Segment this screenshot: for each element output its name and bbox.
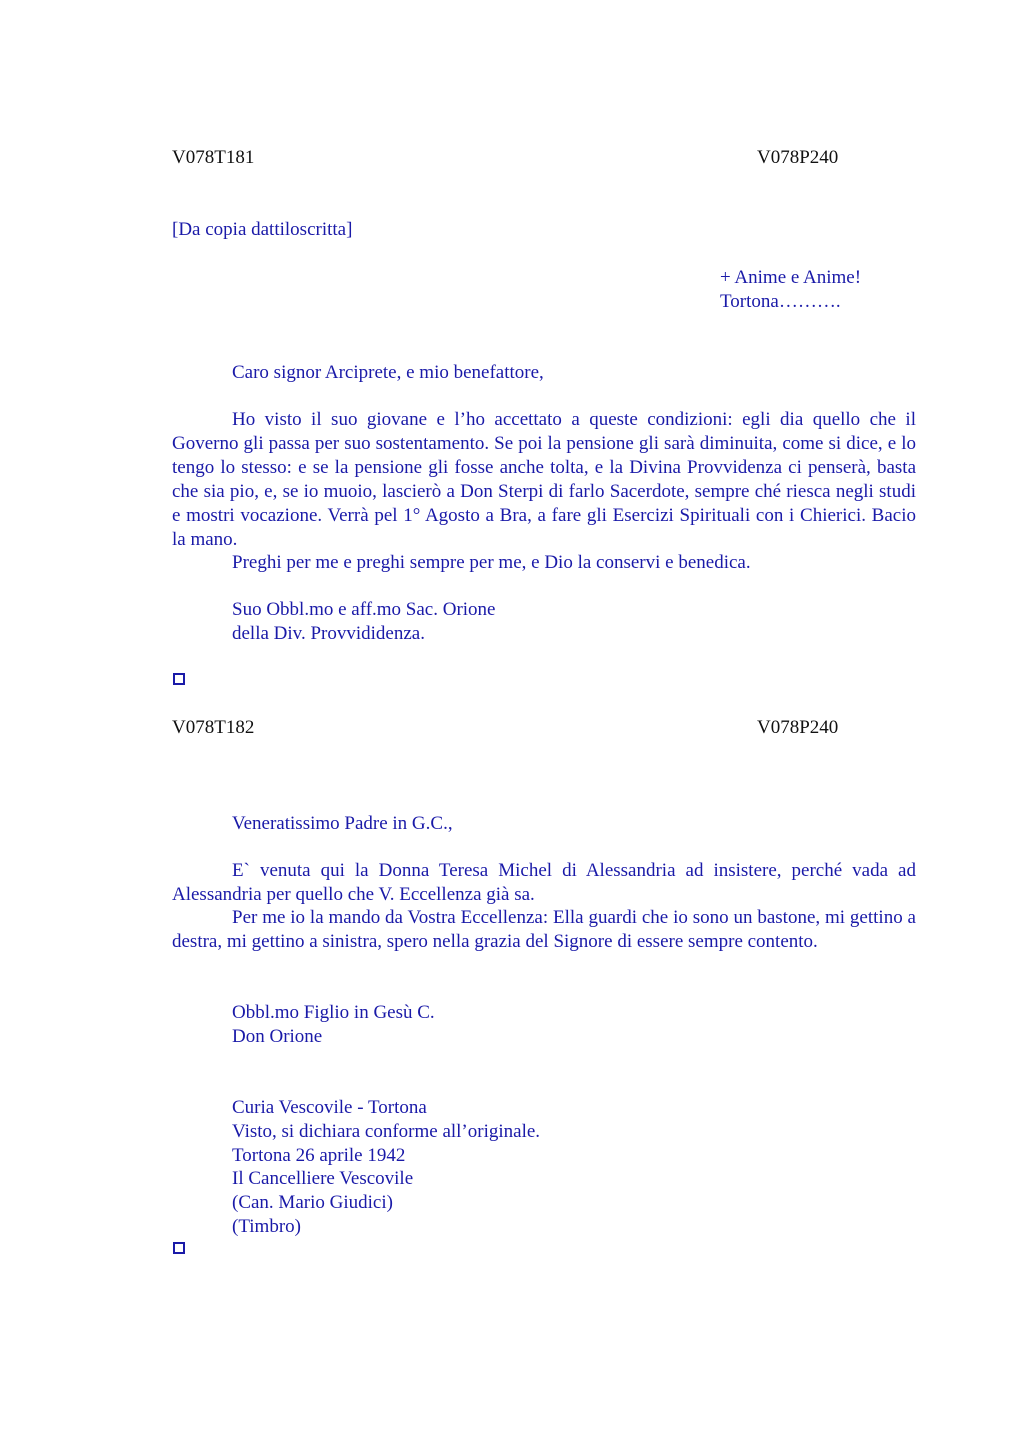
- letter2-code-right: V078P240: [757, 717, 839, 738]
- letter2-closing-line1: Obbl.mo Figlio in Gesù C.: [232, 1002, 435, 1023]
- letter2-body-paragraph1: E` venuta qui la Donna Teresa Michel di Alessandria ad insistere, perché vada ad Alessandria per quello che V. Eccellenza già sa.: [172, 860, 916, 905]
- letter1-code-right: V078P240: [757, 147, 839, 168]
- attestation-line: Visto, si dichiara conforme all’originale.: [232, 1121, 541, 1142]
- letter1-salutation: Caro signor Arciprete, e mio benefattore,: [232, 362, 544, 383]
- letter1-code-left: V078T181: [172, 147, 255, 168]
- letter1-body-paragraph1: Ho visto il suo giovane e l’ho accettato a queste condizioni: egli dia quello che il Governo gli passa per suo sostentamento. Se poi la pensione gli sarà diminuita, come si dice, e lo tengo lo stesso: e se la pensione gli fosse anche tolta, e la Divina Provvidenza ci penserà, basta che sia pio, e, se io muoio, lascierò a Don Sterpi di farlo Sacerdote, sempre ché riesca negli studi e mostri vocazione. Verrà pel 1° Agosto a Bra, a fare gli Esercizi Spirituali con i Chierici. Bacio la mano.: [172, 409, 916, 550]
- section-end-square-icon: [173, 673, 185, 685]
- letter1-body-paragraph2: Preghi per me e preghi sempre per me, e Dio la conservi e benedica.: [232, 552, 751, 573]
- letter1-closing-line1: Suo Obbl.mo e aff.mo Sac. Orione: [232, 599, 496, 620]
- attestation-line: (Can. Mario Giudici): [232, 1192, 393, 1213]
- letter2-body-paragraph2: Per me io la mando da Vostra Eccellenza: Ella guardi che io sono un bastone, mi gettino a destra, mi gettino a sinistra, spero nella grazia del Signore di essere sempre contento.: [172, 907, 916, 952]
- letter2-code-left: V078T182: [172, 717, 255, 738]
- attestation-line: Curia Vescovile - Tortona: [232, 1097, 427, 1118]
- letter2-closing-line2: Don Orione: [232, 1026, 323, 1047]
- source-note: [Da copia dattiloscritta]: [172, 219, 353, 240]
- section-end-square-icon: [173, 1242, 185, 1254]
- attestation-line: (Timbro): [232, 1216, 301, 1237]
- letter1-closing-line2: della Div. Provvididenza.: [232, 623, 425, 644]
- letter2-salutation: Veneratissimo Padre in G.C.,: [232, 813, 453, 834]
- attestation-line: Tortona 26 aprile 1942: [232, 1145, 406, 1166]
- attestation-line: Il Cancelliere Vescovile: [232, 1168, 414, 1189]
- letter1-header-line1: + Anime e Anime!: [720, 267, 862, 288]
- letter1-header-line2: Tortona……….: [720, 291, 841, 312]
